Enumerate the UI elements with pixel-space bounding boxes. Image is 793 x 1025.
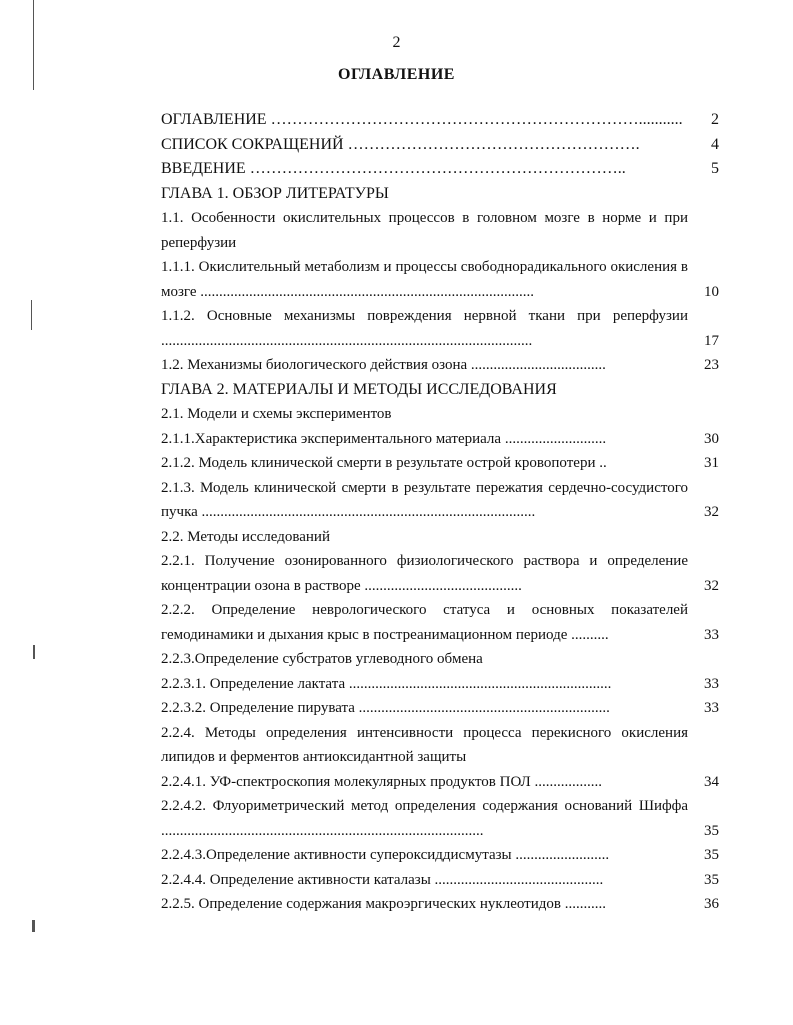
toc-entry-text: 2.2. Методы исследований: [161, 528, 330, 545]
toc-entry-text: 2.2.3.Определение субстратов углеводного обмена: [161, 651, 483, 667]
toc-entry-page: 33: [704, 700, 719, 716]
toc-entry-text: 2.1. Модели и схемы экспериментов: [161, 406, 392, 422]
toc-entry: [161, 108, 723, 133]
toc-entry-text: ОГЛАВЛЕНИЕ ……………………………………………………………...........: [161, 111, 683, 128]
toc-entry-text: СПИСОК СОКРАЩЕНИЙ ……………………………………………….: [161, 135, 640, 153]
toc-entry: [161, 770, 723, 795]
toc-entry-page: 35: [704, 822, 719, 839]
toc-entry-page: 5: [711, 160, 719, 177]
toc-entry: [161, 157, 723, 182]
toc-entry-text: 2.2.4.4. Определение активности каталазы .............................................: [161, 871, 604, 888]
scan-edge-mark: [33, 645, 35, 659]
toc-entry-text: 2.1.1.Характеристика экспериментального материала ...........................: [161, 430, 607, 447]
toc-entry: [161, 843, 723, 868]
toc-entry-text: 2.2.4.2. Флуориметрический метод определения содержания оснований Шиффа ......................................................................................: [161, 798, 688, 839]
toc-entry: [161, 549, 723, 598]
page-number: 2: [392, 34, 401, 51]
toc-entry: [161, 696, 723, 721]
toc-entry-page: 17: [704, 332, 719, 349]
toc-entry-page: 36: [704, 896, 719, 912]
toc-entry: [161, 598, 723, 647]
toc-entry-text: 2.2.3.2. Определение пирувата ...................................................................: [161, 700, 610, 716]
toc-entry-page: 33: [704, 626, 719, 643]
toc-entry-text: ГЛАВА 1. ОБЗОР ЛИТЕРАТУРЫ: [161, 184, 389, 202]
toc-entry: [161, 255, 723, 304]
toc-entry: [161, 672, 723, 697]
toc-entry-page: 4: [711, 135, 719, 153]
toc-entry-page: 10: [704, 283, 719, 300]
toc-entry-text: 2.2.3.1. Определение лактата ......................................................................: [161, 675, 612, 692]
toc-entry-text: 2.2.5. Определение содержания макроэргических нуклеотидов ...........: [161, 896, 606, 912]
toc-entry: [161, 378, 723, 403]
toc-entry: [161, 892, 723, 917]
toc-entry-text: 2.2.4. Методы определения интенсивности процесса перекисного окисления липидов и ферментов антиоксидантной защиты: [161, 724, 688, 765]
toc-entry: [161, 476, 723, 525]
toc-entry-text: 2.2.2. Определение неврологического статуса и основных показателей гемодинамики и дыхания крыс в постреанимационном периоде ..........: [161, 602, 688, 643]
page-title: ОГЛАВЛЕНИЕ: [338, 66, 455, 83]
toc-entry-text: ГЛАВА 2. МАТЕРИАЛЫ И МЕТОДЫ ИССЛЕДОВАНИЯ: [161, 380, 557, 398]
toc-entry-page: 35: [704, 847, 719, 863]
toc-entry-page: 2: [711, 111, 719, 128]
toc-entry-text: 2.2.4.1. УФ-спектроскопия молекулярных продуктов ПОЛ ..................: [161, 773, 602, 790]
scan-edge-line: [31, 300, 32, 330]
toc-entry-page: 23: [704, 357, 719, 373]
toc-entry-text: 2.1.2. Модель клинической смерти в результате острой кровопотери ..: [161, 455, 607, 471]
toc-entry: [161, 206, 723, 255]
scan-edge-mark: [32, 920, 35, 932]
toc-entry: [161, 133, 723, 158]
toc-entry-text: 1.2. Механизмы биологического действия озона ....................................: [161, 357, 606, 373]
toc-entry: [161, 721, 723, 770]
toc-entry-text: 1.1.1. Окислительный метаболизм и процессы свободнорадикального окисления в мозге .........................................................................................: [161, 259, 688, 300]
toc-entry-text: 1.1.2. Основные механизмы повреждения нервной ткани при реперфузии ...................................................................................................: [161, 308, 688, 349]
toc-entry: [161, 182, 723, 207]
toc-entry-page: 30: [704, 430, 719, 447]
toc-entry: [161, 525, 723, 550]
toc-entry-page: 35: [704, 871, 719, 888]
toc-entry-page: 32: [704, 577, 719, 594]
toc-entry: [161, 451, 723, 476]
table-of-contents: [161, 108, 723, 917]
toc-entry-page: 33: [704, 675, 719, 692]
toc-entry: [161, 794, 723, 843]
toc-entry: [161, 868, 723, 893]
toc-entry-text: 2.2.4.3.Определение активности супероксиддисмутазы .........................: [161, 847, 610, 863]
toc-entry-text: 1.1. Особенности окислительных процессов в головном мозге в норме и при реперфузии: [161, 210, 688, 251]
toc-entry-page: 32: [704, 504, 719, 520]
toc-entry-text: 2.2.1. Получение озонированного физиологического раствора и определение концентрации озона в растворе ..........................................: [161, 553, 688, 594]
toc-entry-text: 2.1.3. Модель клинической смерти в результате пережатия сердечно-сосудистого пучка .........................................................................................: [161, 479, 688, 520]
toc-entry: [161, 647, 723, 672]
toc-entry-page: 34: [704, 773, 719, 790]
toc-entry-page: 31: [704, 455, 719, 471]
toc-entry: [161, 427, 723, 452]
toc-entry: [161, 402, 723, 427]
toc-entry: [161, 353, 723, 378]
toc-entry-text: ВВЕДЕНИЕ ……………………………………………………………..: [161, 160, 626, 177]
toc-entry: [161, 304, 723, 353]
